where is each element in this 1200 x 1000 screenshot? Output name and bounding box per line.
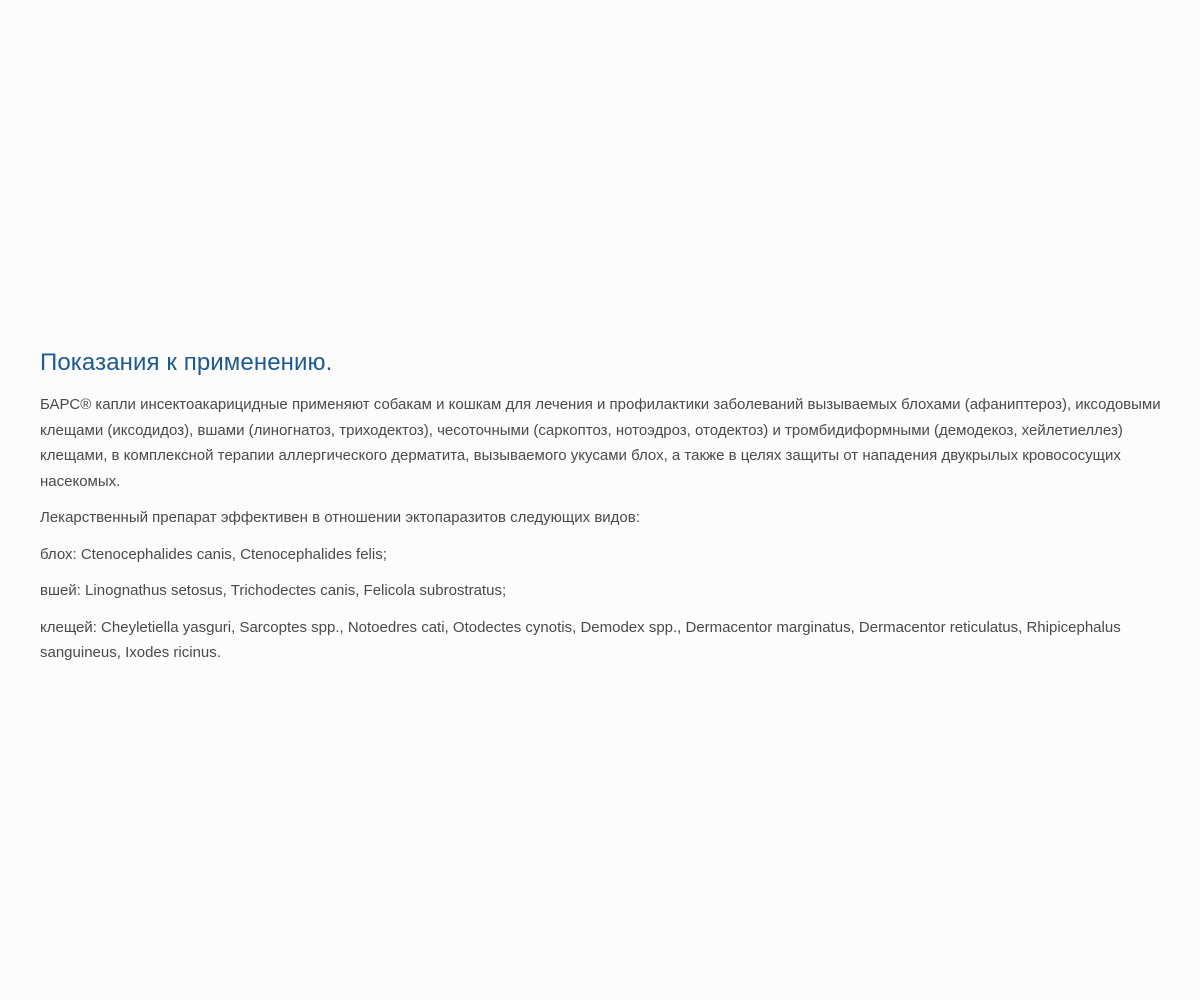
effectiveness-paragraph: Лекарственный препарат эффективен в отношении эктопаразитов следующих видов: xyxy=(40,509,640,526)
fleas-paragraph: блох: Ctenocephalides canis, Ctenocephalides felis; xyxy=(40,545,387,563)
indications-section xyxy=(40,346,1190,677)
intro-paragraph: БАРС® капли инсектоакарицидные применяют собакам и кошкам для лечения и профилактики заболеваний вызываемых блохами (афаниптероз), иксодовыми клещами (иксодидоз), вшами (линогнатоз, триходектоз), чесоточными (саркоптоз, нотоэдроз, отодектоз) и тромбидиформными (демодекоз, хейлетиеллез) клещами, в комплексной терапии аллергического дерматита, вызываемого укусами блох, а также в целях защиты от нападения двукрылых кровососущих насекомых. xyxy=(40,396,1161,490)
section-title: Показания к применению. xyxy=(40,349,333,376)
lice-paragraph: вшей: Linognathus setosus, Trichodectes canis, Felicola subrostratus; xyxy=(40,582,507,599)
ticks-paragraph: клещей: Cheyletiella yasguri, Sarcoptes spp., Notoedres cati, Otodectes cynotis, Demodex spp., Dermacentor marginatus, Dermacentor reticulatus, Rhipicephalus sanguineus, Ixodes ricinus. xyxy=(40,618,1121,661)
